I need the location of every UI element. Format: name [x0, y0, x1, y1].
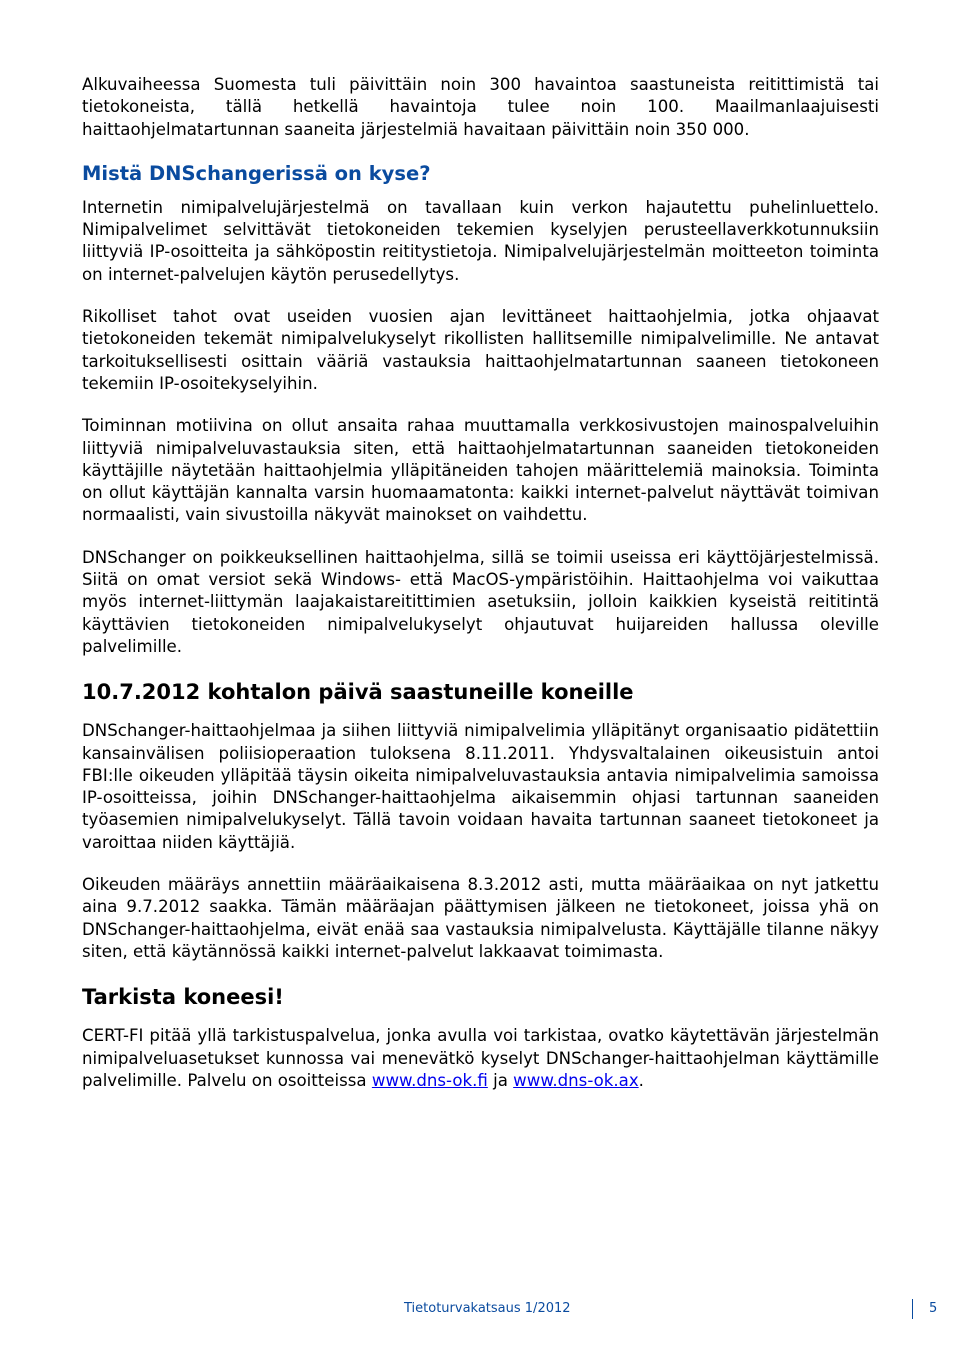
- paragraph-court-order: Oikeuden määräys annettiin määräaikaisena 8.3.2012 asti, mutta määräaikaa on nyt jatkettu aina 9.7.2012 saakka. Tämän määräajan päättymisen jälkeen ne tietokoneet, joissa yhä on DNSchanger-haittaohjelma, eivät enää saa vastauksia nimipalvelusta. Käyttäjälle tilanne näkyy siten, että käytännössä kaikki internet-palvelut lakkaavat toimimasta.: [82, 875, 879, 961]
- footer-divider: [912, 1299, 913, 1319]
- section-heading-check: Tarkista koneesi!: [82, 985, 284, 1010]
- link-dns-ok-fi[interactable]: www.dns-ok.fi: [371, 1070, 488, 1090]
- footer-page-number: 5: [929, 1301, 938, 1316]
- section-heading-date: 10.7.2012 kohtalon päivä saastuneille koneille: [82, 680, 634, 705]
- paragraph-arrest: DNSchanger-haittaohjelmaa ja siihen liittyviä nimipalvelimia ylläpitänyt organisaatio pidätettiin kansainvälisen poliisioperaation tuloksena 8.11.2011. Yhdysvaltalainen oikeusistuin antoi FBI:lle oikeuden ylläpitää täysin oikeita nimipalveluvastauksia antavia nimipalvelimia samoissa IP-osoitteissa, joihin DNSchanger-haittaohjelma aikaisemmin ohjasi tartunnan saaneiden työasemien nimipalvelukyselyt. Tällä tavoin voidaan havaita tartunnan saaneet tietokoneet ja varoittaa niiden käyttäjiä.: [82, 721, 879, 852]
- footer-publication-title: Tietoturvakatsaus 1/2012: [404, 1301, 571, 1316]
- paragraph-platforms: DNSchanger on poikkeuksellinen haittaohjelma, sillä se toimii useissa eri käyttöjärjestelmissä. Siitä on omat versiot sekä Windows- että MacOS-ympäristöihin. Haittaohjelma voi vaikuttaa myös internet-liittymän laajakaistareitittimien asetuksiin, jolloin kaikkien kyseistä reititintä käyttävien tietokoneiden nimipalvelukyselyt ohjautuvat huijareiden hallussa oleville palvelimille.: [82, 547, 879, 656]
- check-service-period: .: [638, 1070, 644, 1090]
- section-heading-dnschanger: Mistä DNSchangerissä on kyse?: [82, 161, 431, 185]
- paragraph-motive: Toiminnan motiivina on ollut ansaita rahaa muuttamalla verkkosivustojen mainospalveluihin liittyviä nimipalveluvastauksia siten, että haittaohjelmatartunnan saaneiden tietokoneiden käyttäjille näytetään haittaohjelmia ylläpitäneiden tahojen määrittelemiä mainoksia. Toiminta on ollut käyttäjän kannalta varsin huomaamatonta: kaikki internet-palvelut näyttävät toimivan normaalisti, vain sivustoilla näkyvät mainokset on vaihdettu.: [82, 416, 879, 525]
- paragraph-intro: Alkuvaiheessa Suomesta tuli päivittäin noin 300 havaintoa saastuneista reitittimistä tai tietokoneista, tällä hetkellä havaintoja tulee noin 100. Maailmanlaajuisesti haittaohjelmatartunnan saaneita järjestelmiä havaitaan päivittäin noin 350 000.: [82, 75, 879, 139]
- link-dns-ok-ax[interactable]: www.dns-ok.ax: [513, 1070, 639, 1090]
- paragraph-check-service: [82, 1025, 879, 1092]
- paragraph-dns-system: Internetin nimipalvelujärjestelmä on tavallaan kuin verkon hajautettu puhelinluettelo. Nimipalvelimet selvittävät tietokoneiden tekemien kyselyjen perusteellaverkkotunnuksiin liittyviä IP-osoitteita ja sähköpostin reititystietoja. Nimipalvelujärjestelmän moitteeton toiminta on internet-palvelujen käytön perusedellytys.: [82, 197, 879, 284]
- document-body: [82, 74, 879, 1112]
- check-service-text: CERT-FI pitää yllä tarkistuspalvelua, jonka avulla voi tarkistaa, ovatko käytettävän järjestelmän nimipalveluasetukset kunnossa vai menevätkö kyselyt DNSchanger-haittaohjelman käyttämille palvelimille. Palvelu on osoitteissa: [82, 1026, 879, 1090]
- page-footer: [0, 1299, 960, 1319]
- paragraph-criminals: Rikolliset tahot ovat useiden vuosien ajan levittäneet haittaohjelmia, jotka ohjaavat tietokoneiden tekemät nimipalvelukyselyt rikollisten hallitsemille nimipalvelimille. Ne antavat tarkoituksellisesti osittain vääriä vastauksia haittaohjelmatartunnan saaneen tietokoneen tekemiin IP-osoitekyselyihin.: [82, 307, 879, 393]
- check-service-conjunction: ja: [493, 1070, 508, 1090]
